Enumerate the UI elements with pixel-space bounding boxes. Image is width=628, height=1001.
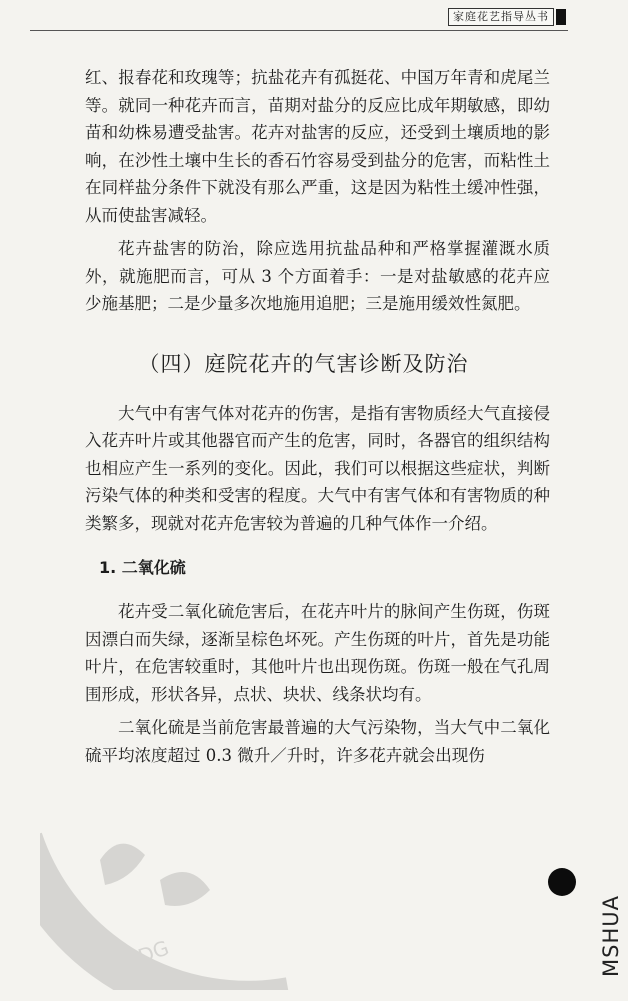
- pdg-watermark-seal: [40, 800, 300, 990]
- header-rule: [30, 30, 568, 31]
- running-header: [448, 6, 578, 28]
- watermark-icon: [40, 800, 300, 990]
- paragraph-salt-prevention: 花卉盐害的防治，除应选用抗盐品种和严格掌握灌溉水质外，就施肥而言，可从 3 个方面着手：一是对盐敏感的花卉应少施基肥；二是少量多次地施用追肥；三是施用缓效性氮肥。: [85, 239, 550, 313]
- side-vertical-mark: [597, 880, 625, 992]
- paragraph-so2-symptoms: 花卉受二氧化硫危害后，在花卉叶片的脉间产生伤斑，伤斑因漂白而失绿，逐渐呈棕色坏死。产生伤斑的叶片，首先是功能叶片，在危害较重时，其他叶片也出现伤斑。伤斑一般在气孔周围形成，形状各异，点状、块状、线条状均有。: [85, 602, 550, 704]
- section-title: （四）庭院花卉的气害诊断及防治: [138, 351, 469, 376]
- paragraph-so2-concentration: 二氧化硫是当前危害最普遍的大气污染物，当大气中二氧化硫平均浓度超过 0.3 微升／升时，许多花卉就会出现伤: [85, 718, 550, 765]
- watermark-label: PDG: [123, 935, 173, 973]
- subsection-title: 1. 二氧化硫: [99, 558, 186, 577]
- series-title: 家庭花艺指导丛书: [448, 8, 554, 26]
- corner-dot-mark: [548, 868, 576, 896]
- page-body: [85, 64, 550, 769]
- paragraph-salt-response: 红、报春花和玫瑰等；抗盐花卉有孤挺花、中国万年青和虎尾兰等。就同一种花卉而言，苗期对盐分的反应比成年期敏感，即幼苗和幼株易遭受盐害。花卉对盐害的反应，还受到土壤质地的影响，在沙性土壤中生长的香石竹容易受到盐分的危害，而粘性土在同样盐分条件下就没有那么严重，这是因为粘性土缓冲性强，从而使盐害减轻。: [85, 68, 550, 225]
- side-mark-text: MSHUA: [599, 895, 623, 977]
- paragraph-gas-intro: 大气中有害气体对花卉的伤害，是指有害物质经大气直接侵入花卉叶片或其他器官而产生的危害，同时，各器官的组织结构也相应产生一系列的变化。因此，我们可以根据这些症状，判断污染气体的种类和受害的程度。大气中有害气体和有害物质的种类繁多，现就对花卉危害较为普遍的几种气体作一介绍。: [85, 403, 550, 533]
- header-block-mark: [556, 9, 566, 25]
